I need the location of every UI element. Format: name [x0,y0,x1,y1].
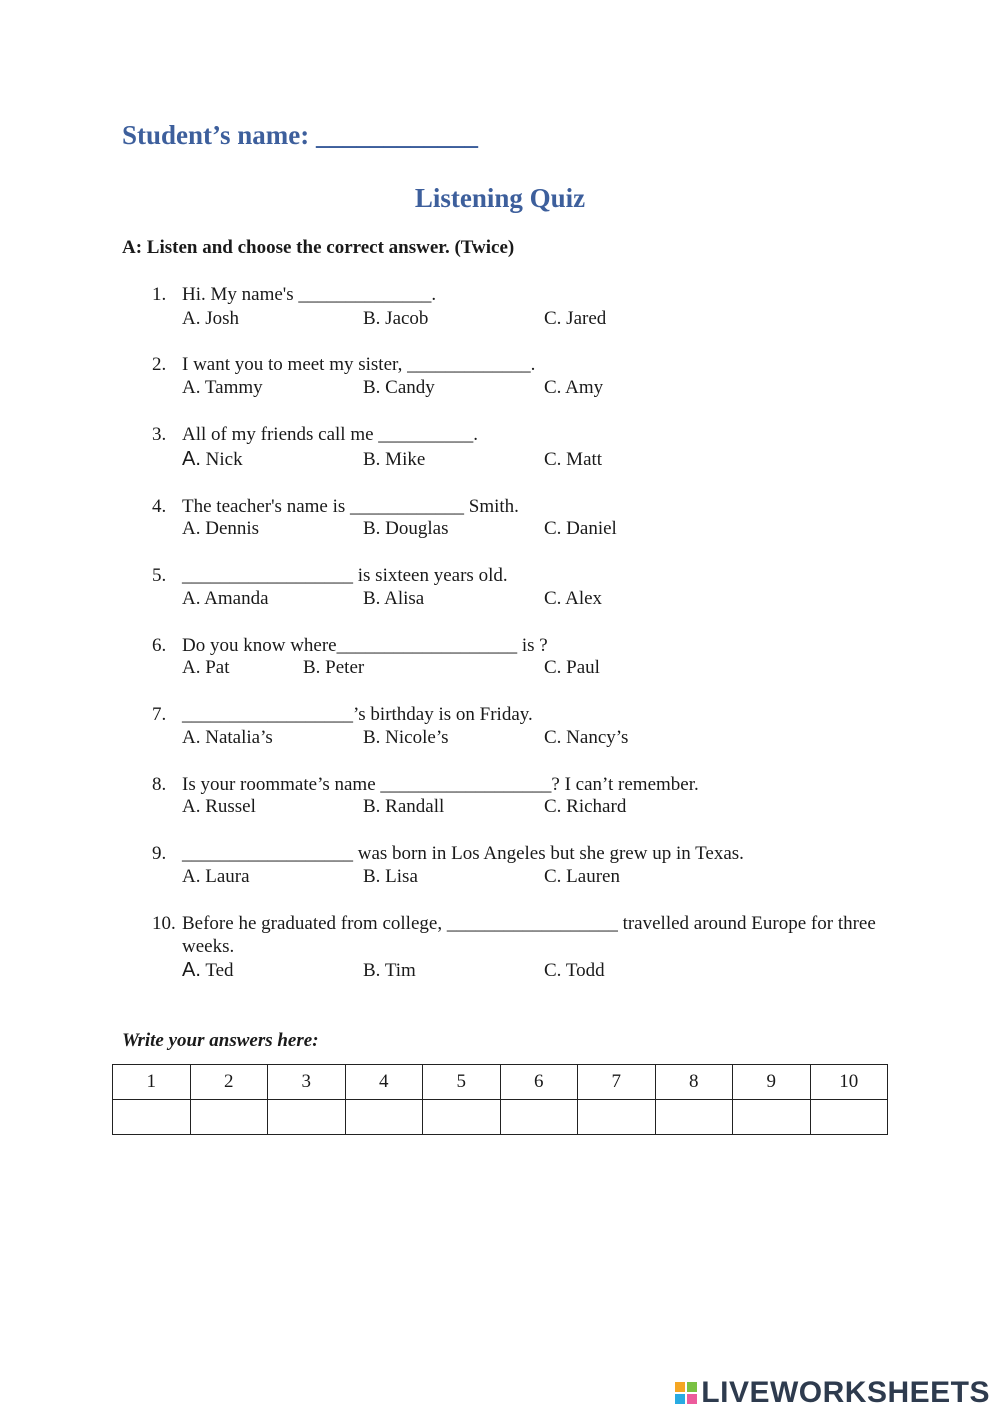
answer-input-row [113,1100,888,1135]
option-a [182,959,234,982]
answer-cell-2[interactable] [190,1100,268,1135]
option-c: C. Alex [544,588,603,609]
option-b: B. Candy [363,377,435,398]
option-c: C. Nancy’s [544,727,629,748]
option-c: C. Paul [544,657,600,678]
option-a: A. Pat [182,657,230,678]
option-marker: A. [182,959,201,981]
answer-cell-6[interactable] [500,1100,578,1135]
answer-column-header: 7 [578,1065,656,1100]
option-b: B. Mike [363,449,426,470]
answer-cell-8[interactable] [655,1100,733,1135]
liveworksheets-logo [675,1376,990,1410]
option-b: B. Randall [363,796,445,817]
option-c: C. Richard [544,796,627,817]
option-a [182,448,243,471]
answers-label: Write your answers here: [122,1030,319,1051]
question-text: Do you know where___________________ is ? [182,635,548,656]
answer-table [112,1064,888,1135]
option-a: A. Amanda [182,588,269,609]
answer-cell-4[interactable] [345,1100,423,1135]
option-a: A. Dennis [182,518,260,539]
question-text: All of my friends call me __________. [182,424,479,445]
option-c: C. Jared [544,308,607,329]
question-number: 8. [152,774,167,795]
answer-cell-10[interactable] [810,1100,888,1135]
answer-column-header: 5 [423,1065,501,1100]
question-number: 5. [152,565,167,586]
option-b: B. Lisa [363,866,418,887]
option-c: C. Daniel [544,518,617,539]
option-text: Nick [205,449,243,470]
option-b: B. Tim [363,960,416,981]
question-text: The teacher's name is ____________ Smith. [182,496,519,517]
question-number: 9. [152,843,167,864]
option-b: B. Douglas [363,518,449,539]
answer-column-header: 1 [113,1065,191,1100]
option-c: C. Amy [544,377,604,398]
answer-column-header: 6 [500,1065,578,1100]
answer-column-header: 4 [345,1065,423,1100]
section-instruction: A: Listen and choose the correct answer. (Twice) [122,237,515,258]
logo-square [687,1394,697,1404]
question-text: __________________ was born in Los Angeles but she grew up in Texas. [182,843,744,864]
option-a: A. Natalia’s [182,727,273,748]
option-b: B. Peter [303,657,365,678]
question-number: 6. [152,635,167,656]
answer-column-header: 8 [655,1065,733,1100]
brand-name: LIVEWORKSHEETS [701,1376,990,1409]
option-c: C. Matt [544,449,603,470]
answer-column-header: 10 [810,1065,888,1100]
answer-cell-7[interactable] [578,1100,656,1135]
option-a: A. Josh [182,308,240,329]
logo-square [675,1394,685,1404]
question-text: I want you to meet my sister, _____________. [182,354,536,375]
question-number: 3. [152,424,167,445]
question-number: 1. [152,284,167,305]
option-c: C. Lauren [544,866,620,887]
answer-column-header: 9 [733,1065,811,1100]
page-title: Listening Quiz [414,183,586,213]
answer-cell-9[interactable] [733,1100,811,1135]
question-number: 2. [152,354,167,375]
option-text: Ted [205,960,234,981]
logo-square [675,1382,685,1392]
question-text: __________________ is sixteen years old. [182,565,508,586]
student-name-label: Student’s name: ____________ [122,120,479,150]
answer-header-row [113,1065,888,1100]
question-text: Before he graduated from college, __________________ travelled around Europe for three weeks. [182,913,876,957]
option-a: A. Russel [182,796,256,817]
logo-square [687,1382,697,1392]
option-b: B. Alisa [363,588,425,609]
answer-cell-1[interactable] [113,1100,191,1135]
question-text: Is your roommate’s name __________________? I can’t remember. [182,774,699,795]
question-number: 10. [152,913,176,934]
answer-cell-5[interactable] [423,1100,501,1135]
option-b: B. Jacob [363,308,429,329]
question-number: 4. [152,496,167,517]
answer-column-header: 3 [268,1065,346,1100]
question-text: Hi. My name's ______________. [182,284,437,305]
option-a: A. Laura [182,866,250,887]
option-marker: A. [182,448,201,470]
answer-cell-3[interactable] [268,1100,346,1135]
answer-column-header: 2 [190,1065,268,1100]
logo-icon [675,1382,697,1404]
question-text: __________________’s birthday is on Friday. [182,704,533,725]
option-a: A. Tammy [182,377,263,398]
question-number: 7. [152,704,167,725]
option-c: C. Todd [544,960,605,981]
option-b: B. Nicole’s [363,727,449,748]
